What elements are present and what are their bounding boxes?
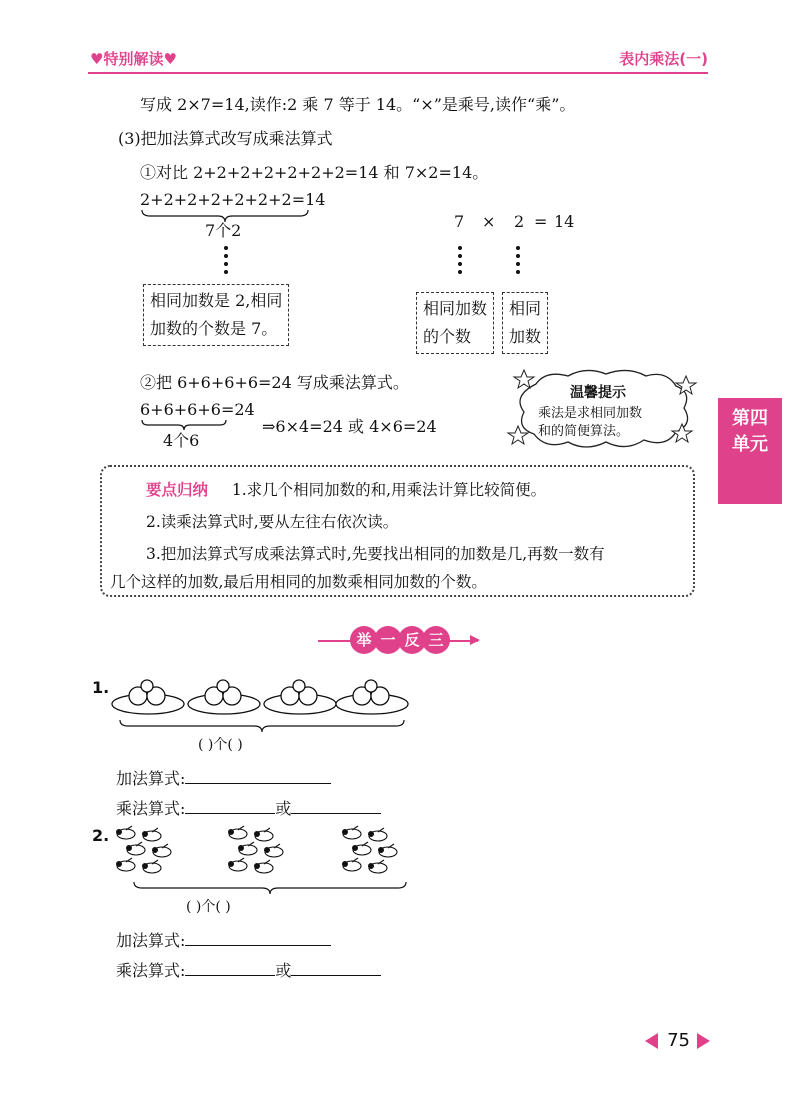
mult-product: 14 xyxy=(554,212,575,231)
plates-of-oranges-image xyxy=(110,672,410,722)
exercise-1-add-blank[interactable] xyxy=(185,767,331,784)
header-left-title: ♥特别解读♥ xyxy=(90,50,177,68)
exercise-1-mul-blank-1[interactable] xyxy=(185,797,275,814)
summary-item-2: 2.读乘法算式时,要从左往右依次读。 xyxy=(146,513,399,531)
exercise-2-add-row xyxy=(116,928,331,951)
arrow-result: ⇒6×4=24 或 4×6=24 xyxy=(262,417,437,436)
exercise-2-mul-blank-2[interactable] xyxy=(291,959,381,976)
mult-factor-7: 7 xyxy=(454,212,465,231)
text-line-3: ①对比 2+2+2+2+2+2+2=14 和 7×2=14。 xyxy=(140,163,489,182)
summary-item-3a: 3.把加法算式写成乘法算式时,先要找出相同的加数是几,再数一数有 xyxy=(146,545,605,563)
note-box-mid xyxy=(416,292,494,354)
brace-exercise-1 xyxy=(118,718,408,734)
exercise-1-add-row xyxy=(116,766,331,789)
groups-of-birds-image xyxy=(112,824,422,882)
unit-side-tab-line1: 第四 xyxy=(732,408,768,429)
summary-title: 要点归纳 xyxy=(146,481,209,499)
page-number: 75 xyxy=(667,1030,690,1051)
text-line-4: ②把 6+6+6+6=24 写成乘法算式。 xyxy=(140,373,409,392)
header-right-title: 表内乘法(一) xyxy=(619,50,708,68)
dot-connector-mid xyxy=(458,246,462,278)
exercise-2-or-text: 或 xyxy=(275,961,292,980)
note-box-mid-line1: 相同加数 xyxy=(423,299,488,318)
summary-item-3b: 几个这样的加数,最后用相同的加数乘相同加数的个数。 xyxy=(110,573,487,591)
exercise-2-mul-label: 乘法算式: xyxy=(116,961,186,980)
unit-side-tab-line2: 单元 xyxy=(732,434,768,455)
exercise-1-add-label: 加法算式: xyxy=(116,769,186,788)
plate-icon xyxy=(112,680,184,714)
brace-label-4x6: 4个6 xyxy=(163,431,200,450)
note-box-right-line2: 加数 xyxy=(509,327,542,346)
exercise-2-mul-row xyxy=(116,958,381,981)
mult-equals: = xyxy=(534,212,548,231)
exercise-2-number: 2. xyxy=(92,826,110,845)
tip-line-2: 和的简便算法。 xyxy=(538,424,630,439)
unit-side-tab xyxy=(718,398,782,504)
summary-item-1-row xyxy=(146,478,546,500)
brace-label-7x2: 7个2 xyxy=(205,221,242,240)
dot-connector-right xyxy=(516,246,520,278)
exercise-1-mul-row xyxy=(116,796,381,819)
banner-char-3: 反 xyxy=(398,626,426,654)
note-box-left-line1: 相同加数是 2,相同 xyxy=(150,291,283,310)
mult-sign: × xyxy=(482,212,496,231)
next-page-icon[interactable] xyxy=(697,1033,710,1049)
exercise-1-mul-label: 乘法算式: xyxy=(116,799,186,818)
exercise-1-mul-blank-2[interactable] xyxy=(291,797,381,814)
prev-page-icon[interactable] xyxy=(645,1033,658,1049)
exercise-2-group-label: ( )个( ) xyxy=(186,899,231,915)
exercise-2-add-label: 加法算式: xyxy=(116,931,186,950)
text-line-2: (3)把加法算式改写成乘法算式 xyxy=(118,129,333,148)
banner-char-2: 一 xyxy=(374,626,402,654)
banner-char-4: 三 xyxy=(422,626,450,654)
brace-exercise-2 xyxy=(132,880,412,896)
exercise-1-group-label: ( )个( ) xyxy=(198,737,243,753)
exercise-1-or-text: 或 xyxy=(275,799,292,818)
tip-line-1: 乘法是求相同加数 xyxy=(538,406,643,421)
note-box-right xyxy=(502,292,548,354)
banner-char-1: 举 xyxy=(350,626,378,654)
note-box-mid-line2: 的个数 xyxy=(423,327,472,346)
tip-title: 温馨提示 xyxy=(570,385,626,401)
bird-icon xyxy=(116,826,171,873)
summary-item-1: 1.求几个相同加数的和,用乘法计算比较简便。 xyxy=(231,481,547,499)
exercise-2-add-blank[interactable] xyxy=(185,929,331,946)
header-divider xyxy=(88,72,708,74)
note-box-left xyxy=(143,284,289,346)
sum-expression-2: 6+6+6+6=24 xyxy=(140,400,255,419)
banner-arrow-icon xyxy=(470,635,480,645)
text-line-1: 写成 2×7=14,读作:2 乘 7 等于 14。“×”是乘号,读作“乘”。 xyxy=(140,95,576,114)
sum-expression: 2+2+2+2+2+2+2=14 xyxy=(140,190,326,209)
exercise-2-mul-blank-1[interactable] xyxy=(185,959,275,976)
exercise-1-number: 1. xyxy=(92,678,110,697)
dot-connector-left xyxy=(224,246,228,278)
note-box-right-line1: 相同 xyxy=(509,299,542,318)
mult-factor-2: 2 xyxy=(514,212,525,231)
banner-line-left xyxy=(318,640,352,642)
note-box-left-line2: 加数的个数是 7。 xyxy=(150,319,278,338)
